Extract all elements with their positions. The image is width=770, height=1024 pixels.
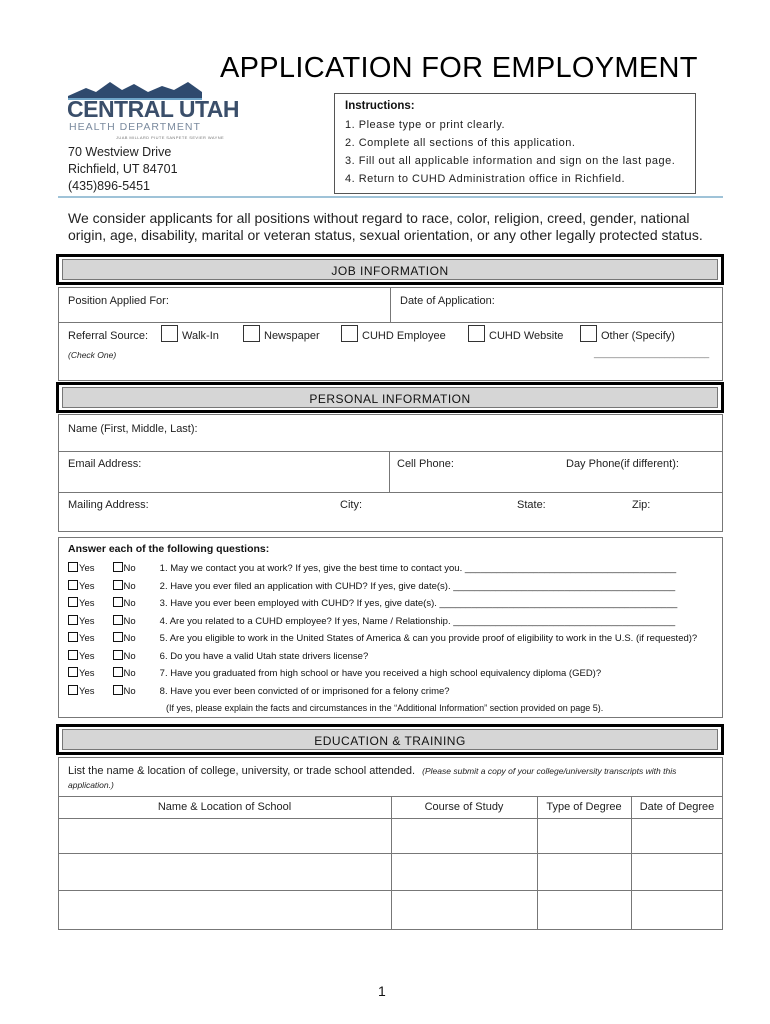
- column-header-course: Course of Study: [424, 801, 504, 813]
- question-text: 8. Have you ever been convicted of or imprisoned for a felony crime?: [159, 685, 450, 697]
- referral-label: Referral Source:: [68, 330, 149, 342]
- cell-phone-label: Cell Phone:: [397, 458, 454, 470]
- yes-checkbox[interactable]: [68, 562, 78, 572]
- personal-info-header: [56, 382, 724, 413]
- city-label: City:: [340, 499, 362, 511]
- education-intro-note2: application.): [68, 780, 114, 790]
- instructions-heading: Instructions:: [345, 100, 415, 112]
- education-intro-text: List the name & location of college, university, or trade school attended.: [68, 765, 416, 777]
- instructions-box: [334, 93, 696, 194]
- divider: [58, 322, 723, 323]
- day-phone-label: Day Phone(if different):: [566, 458, 679, 470]
- education-intro-note: (Please submit a copy of your college/university transcripts with this: [422, 766, 677, 776]
- cuhd-website-checkbox[interactable]: [468, 325, 485, 342]
- walk-in-label: Walk-In: [182, 330, 219, 342]
- divider: [58, 451, 723, 452]
- state-label: State:: [517, 499, 546, 511]
- check-one-note: (Check One): [68, 350, 117, 360]
- other-checkbox[interactable]: [580, 325, 597, 342]
- no-checkbox[interactable]: [113, 685, 123, 695]
- question-text: 7. Have you graduated from high school or have you received a high school equivalency diploma (GED)?: [159, 668, 602, 679]
- divider: [390, 287, 391, 322]
- column-header-school: Name & Location of School: [157, 801, 292, 813]
- divider: [391, 796, 392, 930]
- logo-name: CENTRAL UTAH: [67, 96, 240, 122]
- instruction-item: 1. Please type or print clearly.: [345, 119, 506, 131]
- address-line1: 70 Westview Drive: [68, 145, 172, 159]
- question-text: 1. May we contact you at work? If yes, give the best time to contact you. ________________________________________: [159, 563, 677, 574]
- job-info-header: [56, 254, 724, 285]
- question-row: Yes No 4. Are you related to a CUHD employee? If yes, Name / Relationship. __________________________________________: [68, 613, 718, 631]
- yes-checkbox[interactable]: [68, 667, 78, 677]
- personal-info-heading: PERSONAL INFORMATION: [62, 387, 718, 408]
- name-label: Name (First, Middle, Last):: [68, 423, 198, 435]
- no-checkbox[interactable]: [113, 562, 123, 572]
- cuhd-employee-checkbox[interactable]: [341, 325, 358, 342]
- phone: (435)896-5451: [68, 179, 151, 193]
- yes-checkbox[interactable]: [68, 650, 78, 660]
- questions-list: [68, 560, 718, 718]
- mailing-address-label: Mailing Address:: [68, 499, 149, 511]
- yes-checkbox[interactable]: [68, 580, 78, 590]
- newspaper-label: Newspaper: [264, 330, 320, 342]
- page-title: APPLICATION FOR EMPLOYMENT: [220, 52, 698, 84]
- question-text: 6. Do you have a valid Utah state drivers license?: [159, 650, 369, 662]
- no-checkbox[interactable]: [113, 667, 123, 677]
- no-checkbox[interactable]: [113, 597, 123, 607]
- question-text: 3. Have you ever been employed with CUHD? If yes, give date(s). _____________________________________________: [159, 598, 678, 609]
- questions-heading: Answer each of the following questions:: [68, 543, 270, 555]
- email-label: Email Address:: [68, 458, 142, 470]
- yes-checkbox[interactable]: [68, 597, 78, 607]
- other-label: Other (Specify): [601, 330, 675, 342]
- question-row: Yes No 3. Have you ever been employed with CUHD? If yes, give date(s). _____________________________________________: [68, 595, 718, 613]
- question-row: Yes No 1. May we contact you at work? If yes, give the best time to contact you. ________________________________________: [68, 560, 718, 578]
- position-label: Position Applied For:: [68, 295, 169, 307]
- question-row: Yes No 2. Have you ever filed an application with CUHD? If yes, give date(s). __________________________________________: [68, 578, 718, 596]
- divider: [537, 796, 538, 930]
- instruction-item: 2. Complete all sections of this application.: [345, 137, 576, 149]
- no-checkbox[interactable]: [113, 632, 123, 642]
- divider: [58, 196, 723, 198]
- question-text: 5. Are you eligible to work in the United States of America & can you provide proof of eligibility to work in the U.S. (if requested)?: [159, 633, 698, 644]
- cuhd-website-label: CUHD Website: [489, 330, 564, 342]
- no-checkbox[interactable]: [113, 580, 123, 590]
- logo-subtitle: HEALTH DEPARTMENT: [69, 121, 201, 133]
- column-header-degree-type: Type of Degree: [546, 801, 622, 813]
- yes-checkbox[interactable]: [68, 632, 78, 642]
- address-line2: Richfield, UT 84701: [68, 162, 178, 176]
- job-info-heading: JOB INFORMATION: [62, 259, 718, 280]
- instruction-item: 3. Fill out all applicable information and sign on the last page.: [345, 155, 676, 167]
- divider: [389, 451, 390, 492]
- divider: [631, 796, 632, 930]
- no-checkbox[interactable]: [113, 650, 123, 660]
- column-header-degree-date: Date of Degree: [639, 801, 715, 813]
- policy-statement: We consider applicants for all positions without regard to race, color, religion, creed, gender, national origin, age, disability, marital or veteran status, sexual orientation, or any other legally protected status.: [68, 210, 703, 243]
- question-row: Yes No 6. Do you have a valid Utah state drivers license?: [68, 648, 718, 666]
- zip-label: Zip:: [632, 499, 651, 511]
- walk-in-checkbox[interactable]: [161, 325, 178, 342]
- date-label: Date of Application:: [400, 295, 495, 307]
- question-text: 4. Are you related to a CUHD employee? If yes, Name / Relationship. __________________________________________: [159, 615, 676, 627]
- question-row: Yes No 5. Are you eligible to work in the United States of America & can you provide proof of eligibility to work in the U.S. (if requested)?: [68, 630, 718, 648]
- yes-checkbox[interactable]: [68, 615, 78, 625]
- divider: [58, 492, 723, 493]
- question-row: Yes No 8. Have you ever been convicted of or imprisoned for a felony crime?: [68, 683, 718, 701]
- instruction-item: 4. Return to CUHD Administration office in Richfield.: [345, 173, 626, 185]
- cuhd-employee-label: CUHD Employee: [362, 330, 446, 342]
- no-checkbox[interactable]: [113, 615, 123, 625]
- question-row: Yes No 7. Have you graduated from high school or have you received a high school equivalency diploma (GED)?: [68, 665, 718, 683]
- education-header: [56, 724, 724, 755]
- newspaper-checkbox[interactable]: [243, 325, 260, 342]
- page-number: 1: [378, 983, 386, 999]
- other-specify-line[interactable]: _______________________: [594, 348, 710, 358]
- yes-checkbox[interactable]: [68, 685, 78, 695]
- question-text: 2. Have you ever filed an application with CUHD? If yes, give date(s). __________________________________________: [159, 580, 676, 592]
- education-intro: [68, 765, 676, 777]
- questions-note: (If yes, please explain the facts and circumstances in the “Additional Information” section provided on page 5).: [166, 703, 604, 713]
- logo-counties: JUAB MILLARD PIUTE SANPETE SEVIER WAYNE: [116, 135, 225, 140]
- education-heading: EDUCATION & TRAINING: [62, 729, 718, 750]
